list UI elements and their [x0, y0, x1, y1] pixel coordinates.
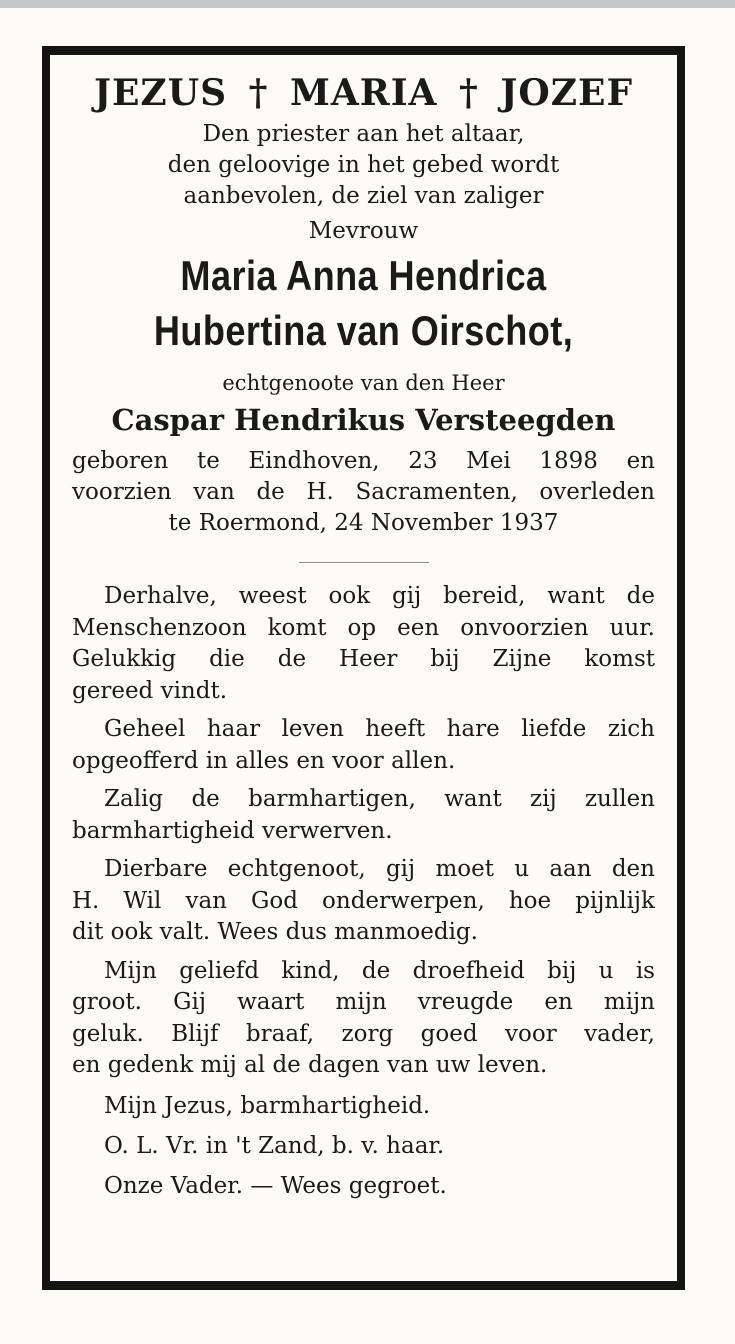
- paragraph-line: dit ook valt. Wees dus manmoedig.: [72, 919, 478, 945]
- spouse-intro: echtgenoote van den Heer: [222, 371, 505, 395]
- paragraph-line: Dierbare echtgenoot, gij moet u aan den: [104, 856, 655, 882]
- paragraph: [72, 784, 655, 847]
- top-bar: [0, 0, 735, 8]
- paragraph: [72, 854, 655, 949]
- intro-line: Den priester aan het altaar,: [202, 121, 525, 147]
- paragraph-line: geluk. Blijf braaf, zorg goed voor vader,: [72, 1020, 655, 1047]
- dates-line: geboren te Eindhoven, 23 Mei 1898 en: [72, 448, 655, 474]
- prayer-line: Mijn Jezus, barmhartigheid.: [104, 1092, 431, 1119]
- paragraph-line: H. Wil van God onderwerpen, hoe pijnlijk: [72, 887, 655, 914]
- paragraph-line: Geheel haar leven heeft hare liefde zich: [104, 716, 655, 742]
- card-content: [72, 55, 655, 1202]
- paragraph-line: Menschenzoon komt op een onvoorzien uur.: [72, 614, 655, 641]
- paragraph-line: Gelukkig die de Heer bij Zijne komst: [72, 646, 655, 672]
- paragraph-line: Zalig de barmhartigen, want zij zullen: [104, 786, 655, 812]
- paragraph: [72, 714, 655, 777]
- paragraph: [72, 956, 655, 1082]
- paragraph-line: Derhalve, weest ook gij bereid, want de: [104, 583, 655, 609]
- name-line: Hubertina van Oirschot,: [153, 307, 574, 354]
- paragraph-line: gereed vindt.: [72, 677, 228, 704]
- dates-line: te Roermond, 24 November 1937: [168, 510, 559, 536]
- paragraph-line: groot. Gij waart mijn vreugde en mijn: [72, 989, 655, 1015]
- intro-line: den geloovige in het gebed wordt: [167, 152, 560, 178]
- paragraph-line: en gedenk mij al de dagen van uw leven.: [72, 1052, 548, 1078]
- paragraph-line: Mijn geliefd kind, de droefheid bij u is: [104, 957, 655, 984]
- dates-line: voorzien van de H. Sacramenten, overleden: [72, 479, 655, 505]
- memorial-card: [42, 46, 685, 1290]
- intro-line: aanbevolen, de ziel van zaliger: [183, 183, 544, 209]
- paragraph-line: barmhartigheid verwerven.: [72, 817, 393, 844]
- spouse-name: Caspar Hendrikus Versteegden: [111, 403, 616, 437]
- intro-text: [72, 119, 655, 212]
- prayer-line: O. L. Vr. in 't Zand, b. v. haar.: [104, 1132, 445, 1159]
- prayer-line: Onze Vader. — Wees gegroet.: [104, 1172, 447, 1199]
- paragraph: [72, 581, 655, 707]
- card-heading: JEZUS † MARIA † JOZEF: [93, 72, 634, 114]
- salutation: Mevrouw: [308, 218, 419, 244]
- deceased-name: [113, 248, 614, 358]
- life-dates: [72, 446, 655, 539]
- name-line: Maria Anna Hendrica: [180, 252, 547, 299]
- divider: [299, 562, 429, 563]
- paragraph-line: opgeofferd in alles en voor allen.: [72, 747, 456, 774]
